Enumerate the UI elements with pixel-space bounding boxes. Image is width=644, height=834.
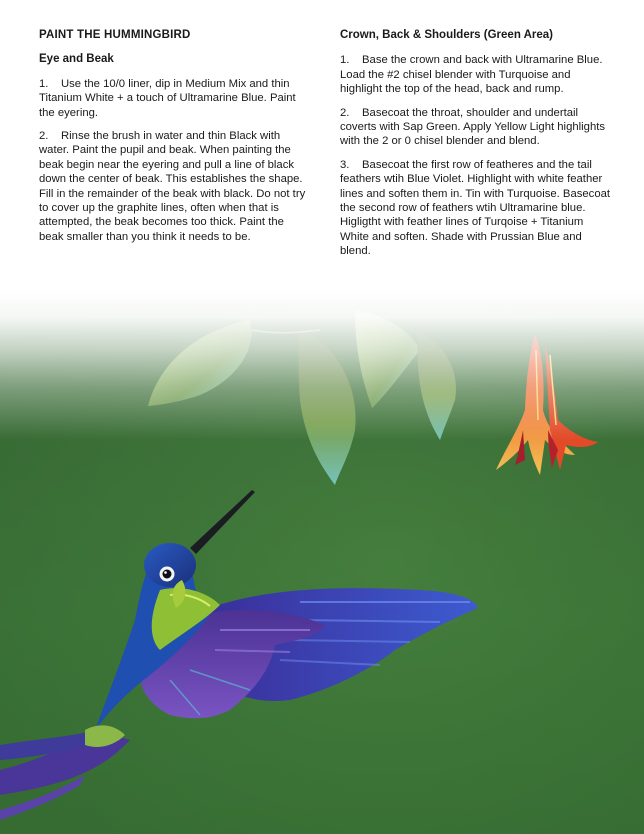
instruction-step — [340, 53, 612, 96]
step-number: 3. — [340, 158, 350, 171]
step-text: Use the 10/0 liner, dip in Medium Mix and thin Titanium White + a touch of Ultramarine Blue. Paint the eyering. — [39, 77, 296, 119]
instruction-step — [39, 77, 311, 120]
step-number: 1. — [39, 77, 49, 90]
document-title: PAINT THE HUMMINGBIRD — [39, 29, 191, 41]
step-number: 2. — [39, 130, 49, 143]
section-heading-crown-back-shoulders: Crown, Back & Shoulders (Green Area) — [340, 29, 554, 41]
step-text: Basecoat the first row of featheres and the tail feathers wtih Blue Violet. Highlight with white feather lines and soften them in. Tin with Turquoise. Basecoat the second row of feathers wtih Ultramarine blue. Higligtht with feather lines of Turqoise + Titanium White and soften. Shade with Prussian Blue and blend. — [340, 158, 611, 258]
step-text: Rinse the brush in water and thin Black with water. Paint the pupil and beak. When painting the beak begin near the eyering and pull a line of black down the center of beak. This establishes the shape. Fill in the remainder of the beak with black. Do not try to cover up the graphite lines, often when that is attempted, the beak becomes too thick. Paint the beak smaller than you think it needs to be. — [39, 130, 306, 243]
instruction-step — [39, 129, 311, 244]
left-column — [39, 28, 311, 253]
section-heading-eye-and-beak: Eye and Beak — [39, 53, 114, 66]
instruction-step — [340, 158, 612, 259]
painting-illustration — [0, 290, 644, 834]
instruction-step — [340, 106, 612, 149]
step-text: Basecoat the throat, shoulder and undertail coverts with Sap Green. Apply Yellow Light highlights with the 2 or 0 chisel blender and blend. — [340, 106, 606, 148]
hummingbird-painting — [0, 290, 644, 834]
step-number: 1. — [340, 54, 350, 67]
step-number: 2. — [340, 106, 350, 119]
right-column — [340, 28, 612, 268]
step-text: Base the crown and back with Ultramarine Blue. Load the #2 chisel blender with Turquoise and highlight the top of the head, back and rump. — [340, 54, 603, 96]
